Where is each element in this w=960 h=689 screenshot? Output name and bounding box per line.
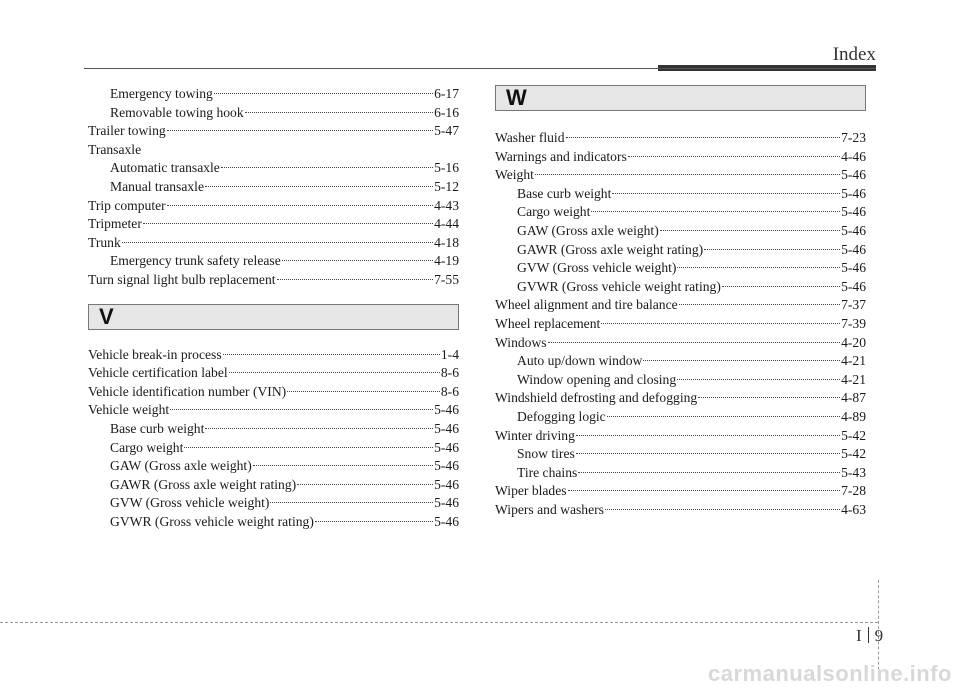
leader-dots [167, 205, 433, 206]
entry-page-ref: 5-46 [434, 495, 459, 511]
leader-dots [315, 521, 433, 522]
watermark: carmanualsonline.info [708, 661, 952, 686]
entry-page-ref: 5-43 [841, 464, 866, 480]
leader-dots [578, 472, 840, 473]
entry-page-ref: 4-87 [841, 390, 866, 406]
entry-page-ref: 4-46 [841, 148, 866, 164]
entry-label: Tripmeter [88, 216, 142, 232]
index-entry [88, 457, 459, 476]
index-entry [88, 420, 459, 439]
index-entry [495, 408, 866, 427]
entry-page-ref: 8-6 [440, 365, 459, 381]
index-entry [495, 352, 866, 371]
entry-label: Defogging logic [517, 408, 606, 424]
entry-page-ref: 1-4 [440, 346, 459, 362]
index-entry [88, 364, 459, 383]
index-entry [88, 159, 459, 178]
leader-dots [566, 137, 841, 138]
leader-dots [277, 279, 434, 280]
entry-page-ref: 4-89 [841, 408, 866, 424]
entry-page-ref: 5-42 [841, 427, 866, 443]
index-entry [495, 278, 866, 297]
leader-dots [122, 242, 433, 243]
leader-dots [643, 360, 840, 361]
entry-page-ref: 7-28 [841, 483, 866, 499]
entry-page-ref: 5-46 [434, 439, 459, 455]
index-entry [495, 371, 866, 390]
entry-label: Manual transaxle [110, 178, 204, 194]
index-entry [88, 215, 459, 234]
index-entry [88, 141, 459, 160]
entry-page-ref: 5-46 [841, 278, 866, 294]
entry-page-ref: 4-43 [434, 197, 459, 213]
entry-label: Window opening and closing [517, 371, 677, 387]
entry-page-ref: 8-6 [440, 383, 459, 399]
entry-label: GVW (Gross vehicle weight) [110, 495, 270, 511]
index-entry [495, 185, 866, 204]
entry-label: GVWR (Gross vehicle weight rating) [517, 278, 721, 294]
entry-label: Vehicle break-in process [88, 346, 222, 362]
page-num: 9 [874, 626, 884, 645]
index-entry [88, 252, 459, 271]
index-entry [495, 222, 866, 241]
leader-dots [184, 447, 433, 448]
index-entry [495, 203, 866, 222]
index-entry [495, 464, 866, 483]
entry-page-ref: 4-44 [434, 216, 459, 232]
entry-label: Wheel alignment and tire balance [495, 297, 678, 313]
section-letter: V [99, 303, 114, 329]
entry-page-ref: 5-46 [841, 204, 866, 220]
entry-page-ref: 7-39 [841, 315, 866, 331]
index-column-right [495, 85, 866, 519]
leader-dots [214, 93, 433, 94]
index-entry [88, 104, 459, 123]
leader-dots [229, 372, 440, 373]
leader-dots [282, 260, 433, 261]
page-number [856, 626, 883, 646]
entry-page-ref: 5-16 [434, 160, 459, 176]
page-title: Index [832, 44, 876, 65]
index-entry [495, 259, 866, 278]
entry-label: Auto up/down window [517, 353, 643, 369]
index-entries-w [495, 129, 866, 519]
entry-page-ref: 4-19 [434, 253, 459, 269]
entry-page-ref: 5-46 [434, 476, 459, 492]
entry-page-ref: 5-46 [434, 402, 459, 418]
entry-page-ref: 4-21 [841, 353, 866, 369]
index-column-left [88, 85, 459, 531]
leader-dots [704, 249, 840, 250]
entry-page-ref: 4-18 [434, 234, 459, 250]
header-rule [84, 68, 876, 69]
index-entry [495, 427, 866, 446]
leader-dots [628, 156, 840, 157]
index-entry [495, 129, 866, 148]
entry-label: Emergency towing [110, 86, 213, 101]
entry-label: Washer fluid [495, 130, 565, 145]
section-letter: W [506, 85, 527, 110]
page-separator [868, 627, 869, 643]
index-entry [88, 197, 459, 216]
entry-page-ref: 5-46 [841, 260, 866, 276]
entry-label: GVW (Gross vehicle weight) [517, 260, 677, 276]
leader-dots [607, 416, 840, 417]
index-entries-v [88, 346, 459, 532]
page-section: I [856, 626, 862, 645]
leader-dots [253, 465, 433, 466]
leader-dots [679, 304, 840, 305]
entry-label: Wiper blades [495, 483, 567, 499]
entry-label: Transaxle [88, 141, 142, 157]
entry-label: Tire chains [517, 464, 578, 480]
entry-label: Snow tires [517, 446, 575, 462]
entry-label: Windshield defrosting and defogging [495, 390, 698, 406]
leader-dots [677, 379, 840, 380]
entry-page-ref: 5-42 [841, 446, 866, 462]
index-entry [495, 166, 866, 185]
leader-dots [223, 354, 440, 355]
entry-page-ref: 4-21 [841, 371, 866, 387]
entry-label: Winter driving [495, 427, 575, 443]
leader-dots [287, 391, 440, 392]
entry-label: Emergency trunk safety release [110, 253, 281, 269]
entry-page-ref: 5-46 [434, 513, 459, 529]
entry-page-ref: 6-17 [434, 86, 459, 101]
entry-label: Cargo weight [517, 204, 591, 220]
leader-dots [167, 130, 433, 131]
entry-page-ref: 5-46 [841, 167, 866, 183]
entry-label: Removable towing hook [110, 104, 244, 120]
entry-page-ref: 5-47 [434, 123, 459, 139]
leader-dots [535, 174, 840, 175]
index-entry [495, 315, 866, 334]
entry-label: GAW (Gross axle weight) [517, 222, 659, 238]
entry-label: Wipers and washers [495, 501, 604, 517]
entry-label: GAWR (Gross axle weight rating) [110, 476, 297, 492]
index-entry [495, 445, 866, 464]
entry-page-ref: 4-63 [841, 501, 866, 517]
entry-page-ref: 5-46 [434, 420, 459, 436]
leader-dots [576, 453, 840, 454]
entry-page-ref: 6-16 [434, 104, 459, 120]
section-header-w [495, 85, 866, 111]
index-entry [88, 494, 459, 513]
entry-label: Base curb weight [517, 185, 612, 201]
entry-page-ref: 7-37 [841, 297, 866, 313]
index-entry [88, 476, 459, 495]
leader-dots [660, 230, 840, 231]
index-entry [495, 296, 866, 315]
entry-label: Windows [495, 334, 547, 350]
entry-label: Automatic transaxle [110, 160, 220, 176]
index-entry [88, 234, 459, 253]
entry-label: Warnings and indicators [495, 148, 627, 164]
index-entry [88, 122, 459, 141]
entry-page-ref: 5-46 [841, 241, 866, 257]
entry-page-ref: 5-12 [434, 178, 459, 194]
footer-rule [0, 622, 878, 623]
index-entry [495, 389, 866, 408]
index-entry [495, 482, 866, 501]
leader-dots [576, 435, 840, 436]
index-entry [495, 241, 866, 260]
leader-dots [568, 490, 841, 491]
entry-label: Trailer towing [88, 123, 166, 139]
leader-dots [698, 397, 840, 398]
entry-label: Base curb weight [110, 420, 205, 436]
leader-dots [221, 167, 433, 168]
leader-dots [548, 342, 841, 343]
leader-dots [601, 323, 840, 324]
entry-label: Turn signal light bulb replacement [88, 271, 276, 287]
index-entry [88, 513, 459, 532]
entry-page-ref: 7-55 [434, 271, 459, 287]
leader-dots [612, 193, 840, 194]
entry-label: Vehicle weight [88, 402, 170, 418]
index-entry [88, 346, 459, 365]
leader-dots [245, 112, 433, 113]
entry-label: Vehicle identification number (VIN) [88, 383, 287, 399]
entry-label: Cargo weight [110, 439, 184, 455]
leader-dots [170, 409, 433, 410]
leader-dots [205, 186, 433, 187]
index-entry [495, 334, 866, 353]
leader-dots [270, 502, 433, 503]
entry-label: Weight [495, 167, 534, 183]
entry-page-ref: 7-23 [841, 130, 866, 145]
index-entry [88, 271, 459, 290]
index-entry [88, 178, 459, 197]
leader-dots [591, 211, 840, 212]
index-entries-top [88, 85, 459, 290]
entry-page-ref: 4-20 [841, 334, 866, 350]
entry-label: Trunk [88, 234, 121, 250]
index-entry [88, 401, 459, 420]
entry-page-ref: 5-46 [841, 222, 866, 238]
leader-dots [722, 286, 840, 287]
section-header-v [88, 304, 459, 330]
leader-dots [297, 484, 433, 485]
index-entry [88, 439, 459, 458]
entry-page-ref: 5-46 [841, 185, 866, 201]
entry-label: Vehicle certification label [88, 365, 228, 381]
index-entry [88, 85, 459, 104]
index-entry [495, 148, 866, 167]
entry-label: GAWR (Gross axle weight rating) [517, 241, 704, 257]
leader-dots [143, 223, 433, 224]
entry-label: GAW (Gross axle weight) [110, 458, 252, 474]
leader-dots [605, 509, 840, 510]
leader-dots [205, 428, 433, 429]
entry-label: GVWR (Gross vehicle weight rating) [110, 513, 314, 529]
index-entry [495, 501, 866, 520]
index-entry [88, 383, 459, 402]
entry-label: Wheel replacement [495, 315, 601, 331]
leader-dots [677, 267, 840, 268]
entry-page-ref: 5-46 [434, 458, 459, 474]
entry-label: Trip computer [88, 197, 166, 213]
